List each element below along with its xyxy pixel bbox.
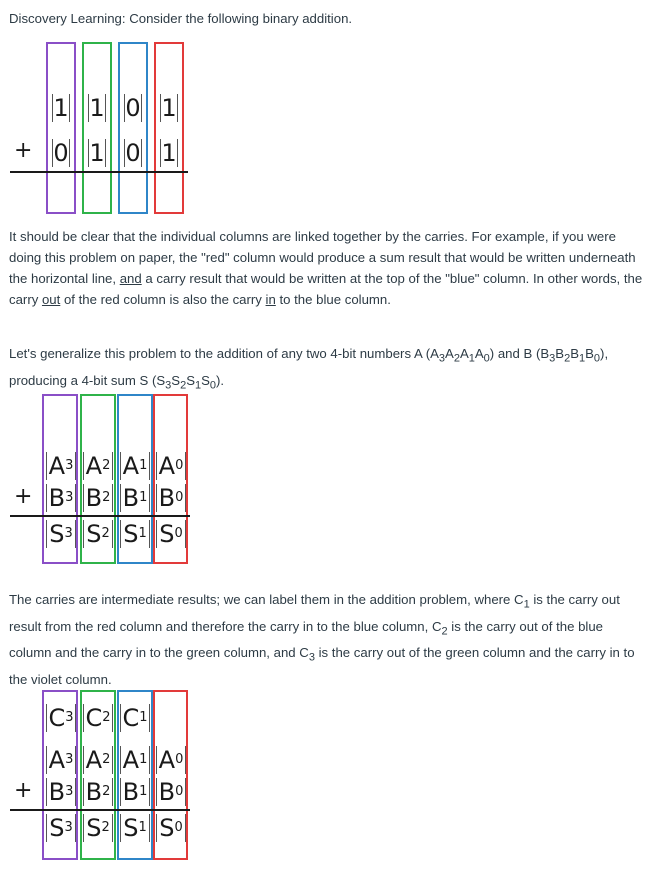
paragraph-generalize: Let's generalize this problem to the addition of any two 4-bit numbers A $(A_3A_2A_1A_0)$ and B $(B_3B_2B_1B_0)$, producing a 4-bit sum S $(S_3S_2S_1S_0)$. (9, 346, 609, 392)
bottom-digit: 0 (125, 139, 141, 167)
plus-sign: + (14, 484, 33, 509)
sum-bit: S 3 (46, 520, 76, 548)
column-green (82, 42, 112, 214)
carry-bit: C 2 (83, 704, 113, 732)
sum-bit: S 0 (156, 814, 186, 842)
b-bit: B 0 (156, 778, 186, 806)
figure-binary-addition (0, 40, 200, 216)
carry-bit: C 1 (120, 704, 150, 732)
bottom-digit: 1 (161, 139, 177, 167)
a-bit: A 0 (156, 746, 186, 774)
figure-general-addition (0, 394, 200, 566)
b-bit: B 2 (83, 484, 113, 512)
sum-line (10, 809, 190, 811)
top-digit: 1 (89, 94, 105, 122)
sum-line (10, 171, 188, 173)
column-violet (46, 42, 76, 214)
sum-bit: S 1 (120, 520, 150, 548)
a-bit: A 1 (120, 746, 150, 774)
top-digit: 1 (53, 94, 69, 122)
top-digit: 0 (125, 94, 141, 122)
sum-bit: S 1 (120, 814, 150, 842)
b-bit: B 3 (46, 484, 76, 512)
a-bit: A 1 (120, 452, 150, 480)
sum-bit: S 2 (83, 814, 113, 842)
bottom-digit: 1 (89, 139, 105, 167)
top-digit: 1 (161, 94, 177, 122)
b-bit: B 3 (46, 778, 76, 806)
b-bit: B 1 (120, 778, 150, 806)
plus-sign: + (14, 778, 33, 803)
sum-bit: S 3 (46, 814, 76, 842)
a-bit: A 3 (46, 452, 76, 480)
b-bit: B 2 (83, 778, 113, 806)
intro-text: Discovery Learning: Consider the following binary addition. (9, 11, 353, 26)
figure-addition-with-carries (0, 690, 200, 862)
sum-bit: S 2 (83, 520, 113, 548)
carry-bit: C 3 (46, 704, 76, 732)
a-bit: A 2 (83, 746, 113, 774)
paragraph-carries-labels: The carries are intermediate results; we can label them in the addition problem, where $C_1$ is the carry out result from the red column and therefore the carry in to the blue column, $C_2$ is the carry out of the blue column and the carry in to the green column, and $C_3$ is the carry out of the green column and the carry in to the violet column. (9, 592, 635, 687)
sum-bit: S 0 (156, 520, 186, 548)
bottom-digit: 0 (53, 139, 69, 167)
a-bit: A 3 (46, 746, 76, 774)
a-bit: A 0 (156, 452, 186, 480)
column-blue (118, 42, 148, 214)
b-bit: B 0 (156, 484, 186, 512)
b-bit: B 1 (120, 484, 150, 512)
column-red (154, 42, 184, 214)
plus-sign: + (14, 138, 33, 163)
sum-line (10, 515, 190, 517)
paragraph-carries-linked: It should be clear that the individual columns are linked together by the carries. For example, if you were doing this problem on paper, the "red" column would produce a sum result that would be written underneath the horizontal line, and a carry result that would be written at the top of the "blue" column. In other words, the carry out of the red column is also the carry in to the blue column. (9, 229, 643, 307)
a-bit: A 2 (83, 452, 113, 480)
